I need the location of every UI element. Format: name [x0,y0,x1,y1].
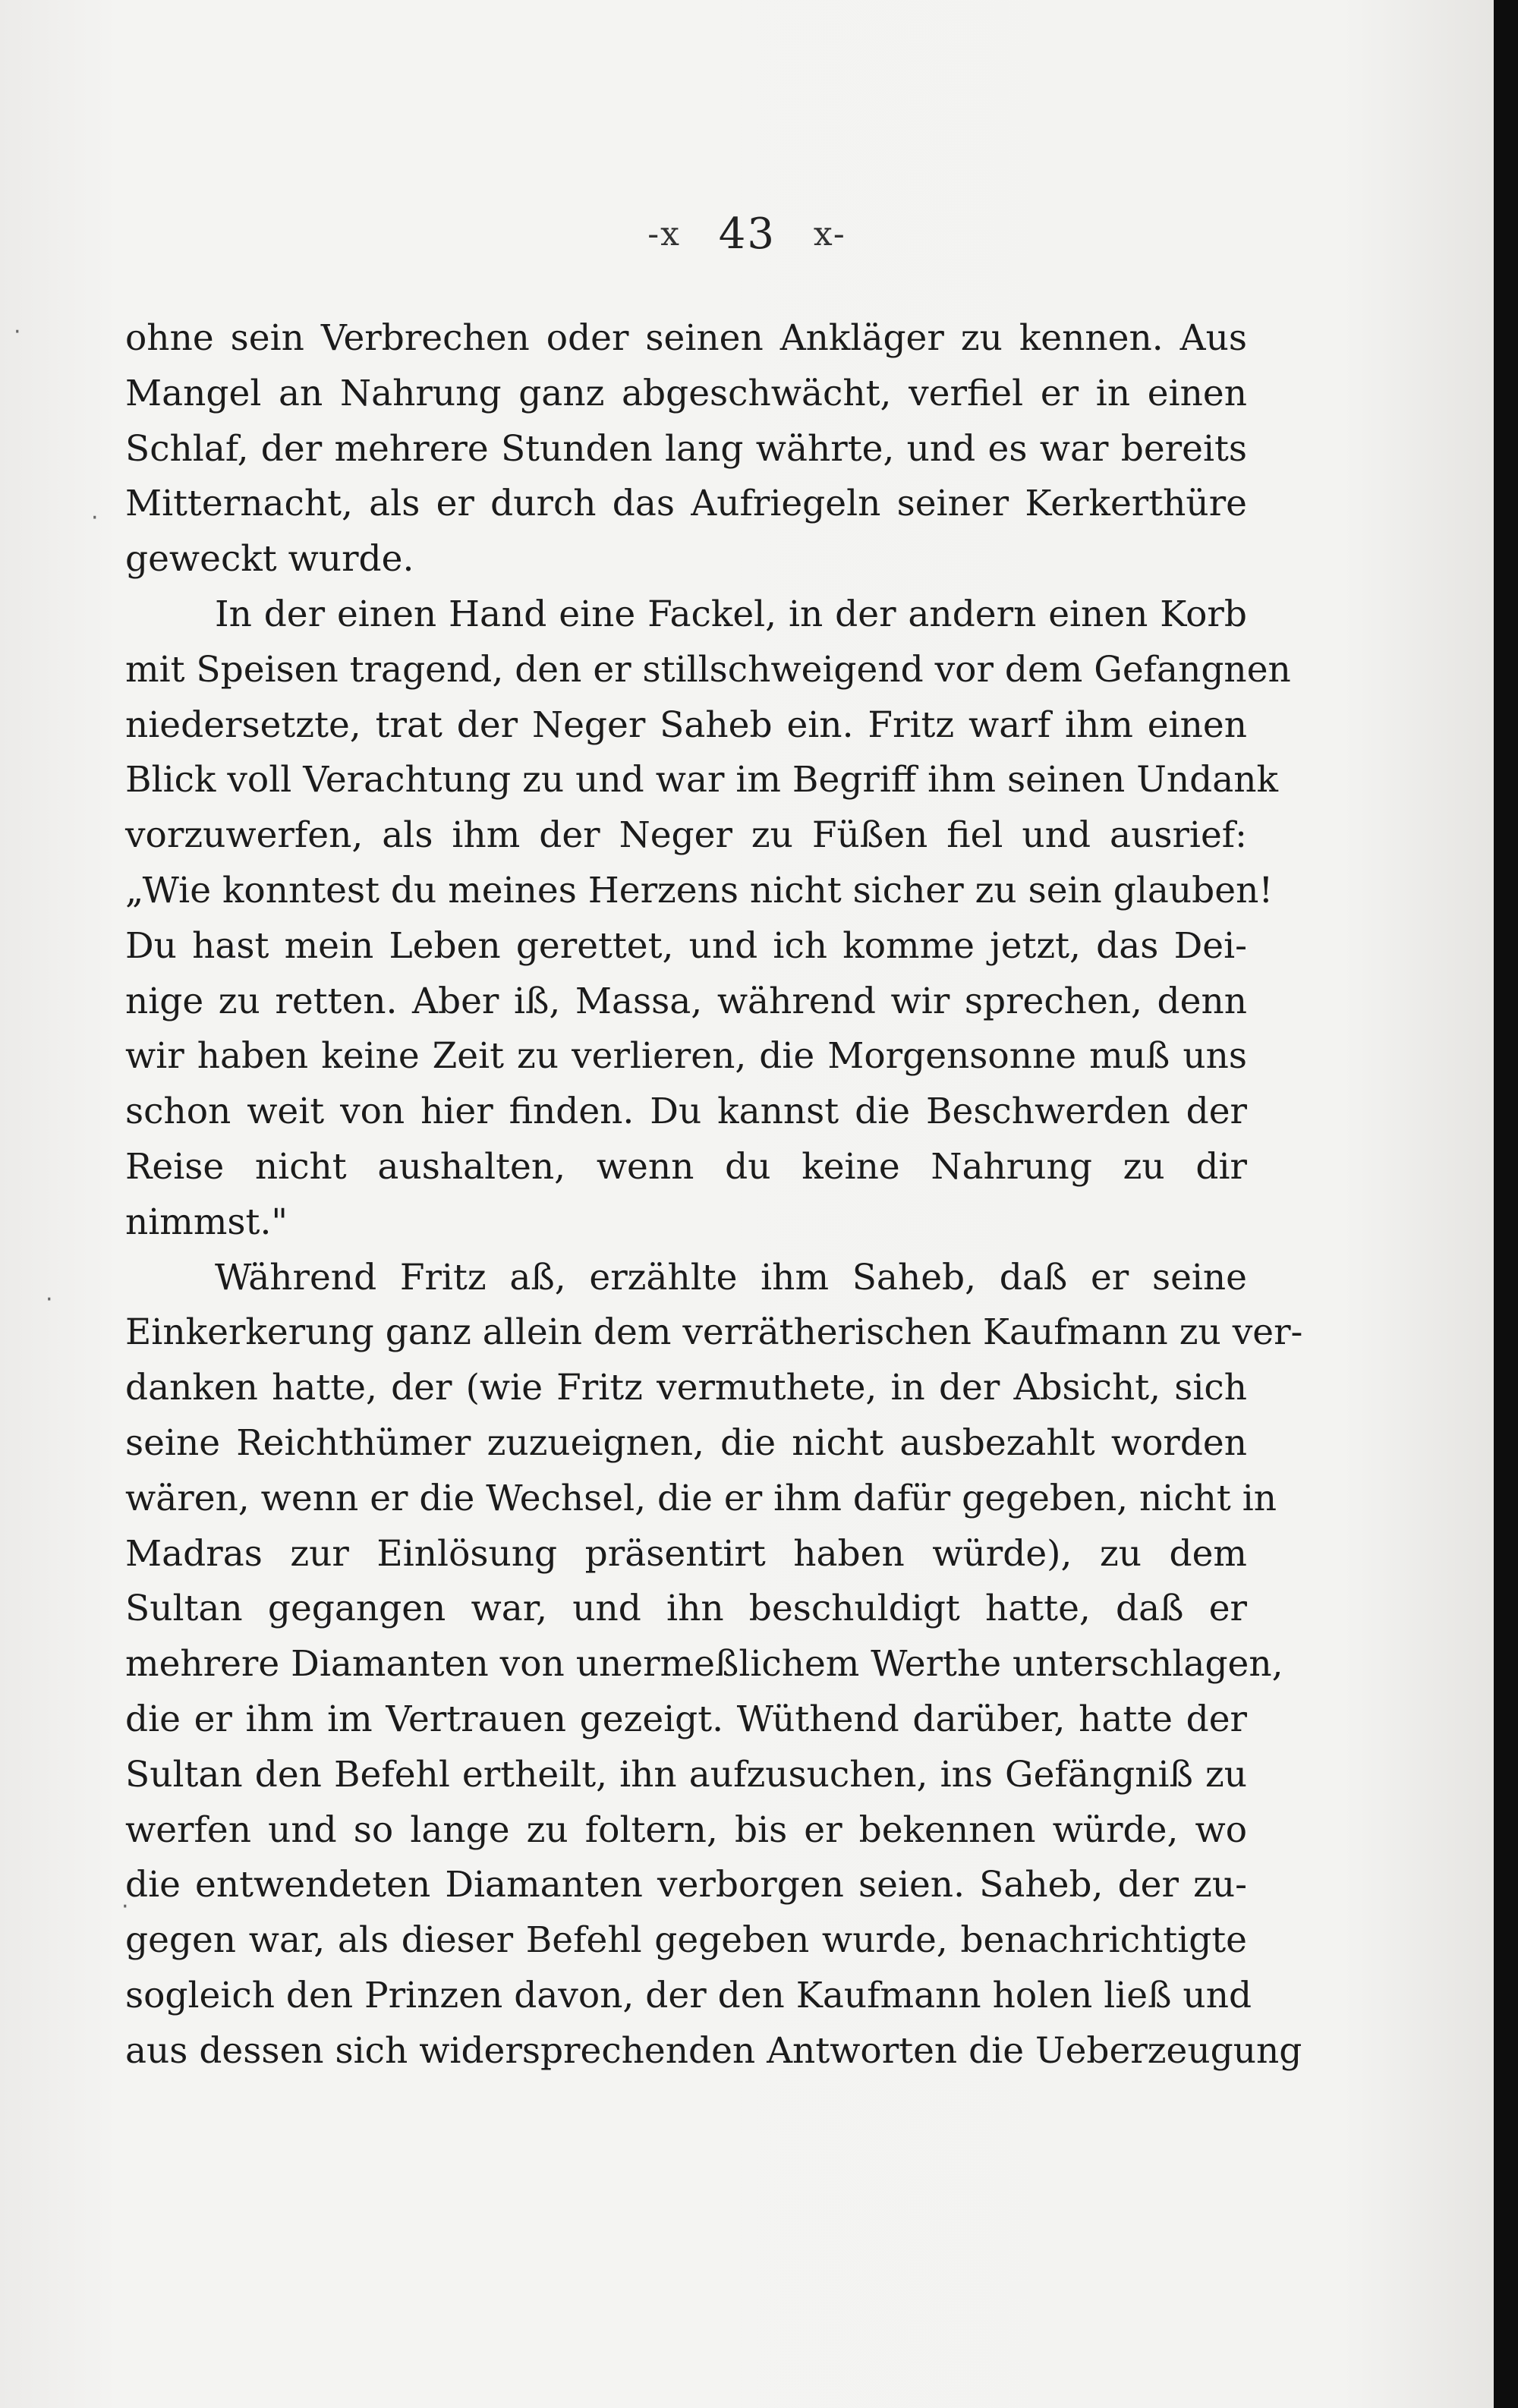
text-line: „Wie konntest du meines Herzens nicht sicher zu sein glauben! [125,869,1274,911]
text-line: Madras zur Einlösung präsentirt haben würde), zu dem [125,1532,1247,1575]
text-line: danken hatte, der (wie Fritz vermuthete, in der Absicht, sich [125,1367,1247,1409]
page-header [0,206,1494,275]
margin-speck: · [46,1286,53,1313]
text-line: die entwendeten Diamanten verborgen seien. Saheb, der zu- [125,1864,1247,1906]
text-line: Du hast mein Leben gerettet, und ich komme jetzt, das Dei- [125,924,1247,967]
text-line: niedersetzte, trat der Neger Saheb ein. Fritz warf ihm einen [125,704,1247,746]
text-line: wären, wenn er die Wechsel, die er ihm dafür gegeben, nicht in [125,1477,1277,1519]
text-line: Mitternacht, als er durch das Aufriegeln seiner Kerkerthüre [125,483,1247,525]
text-line: sogleich den Prinzen davon, der den Kaufmann holen ließ und [125,1974,1252,2016]
text-line: gegen war, als dieser Befehl gegeben wurde, benachrichtigte [125,1919,1247,1962]
right-ornament: x- [813,215,846,253]
text-line: vorzuwerfen, als ihm der Neger zu Füßen fiel und ausrief: [125,814,1247,857]
text-line: Blick voll Verachtung zu und war im Begriff ihm seinen Undank [125,759,1278,801]
text-line: mit Speisen tragend, den er stillschweigend vor dem Gefangnen [125,648,1291,691]
left-ornament: -x [647,215,681,253]
text-line: Schlaf, der mehrere Stunden lang währte, und es war bereits [125,427,1247,470]
text-line: schon weit von hier finden. Du kannst die Beschwerden der [125,1091,1247,1133]
text-line: geweckt wurde. [125,538,414,581]
text-line: Einkerkerung ganz allein dem verrätherischen Kaufmann zu ver- [125,1311,1303,1354]
text-line: nige zu retten. Aber iß, Massa, während wir sprechen, denn [125,980,1247,1022]
text-line: werfen und so lange zu foltern, bis er bekennen würde, wo [125,1808,1247,1851]
margin-speck: · [14,319,21,345]
margin-speck: · [91,505,99,531]
text-line: die er ihm im Vertrauen gezeigt. Wüthend darüber, hatte der [125,1698,1247,1740]
margin-speck: · [121,1893,129,1920]
text-line: Während Fritz aß, erzählte ihm Saheb, daß er seine [215,1256,1247,1298]
text-line: mehrere Diamanten von unermeßlichem Werthe unterschlagen, [125,1643,1283,1686]
text-line: Mangel an Nahrung ganz abgeschwächt, verfiel er in einen [125,372,1247,414]
text-line: ohne sein Verbrechen oder seinen Ankläger zu kennen. Aus [125,317,1247,359]
text-line: nimmst." [125,1201,288,1243]
text-line: Sultan gegangen war, und ihn beschuldigt hatte, daß er [125,1588,1247,1630]
text-line: Sultan den Befehl ertheilt, ihn aufzusuchen, ins Gefängniß zu [125,1753,1247,1796]
page-number: 43 [718,209,776,259]
text-line: aus dessen sich widersprechenden Antworten die Ueberzeugung [125,2029,1302,2072]
text-line: wir haben keine Zeit zu verlieren, die Morgensonne muß uns [125,1035,1247,1078]
body-text [125,311,1303,2079]
text-line: Reise nicht aushalten, wenn du keine Nahrung zu dir [125,1145,1247,1188]
text-line: In der einen Hand eine Fackel, in der andern einen Korb [215,593,1247,635]
text-line: seine Reichthümer zuzueignen, die nicht ausbezahlt worden [125,1421,1247,1464]
scan-edge [1494,0,1518,2408]
